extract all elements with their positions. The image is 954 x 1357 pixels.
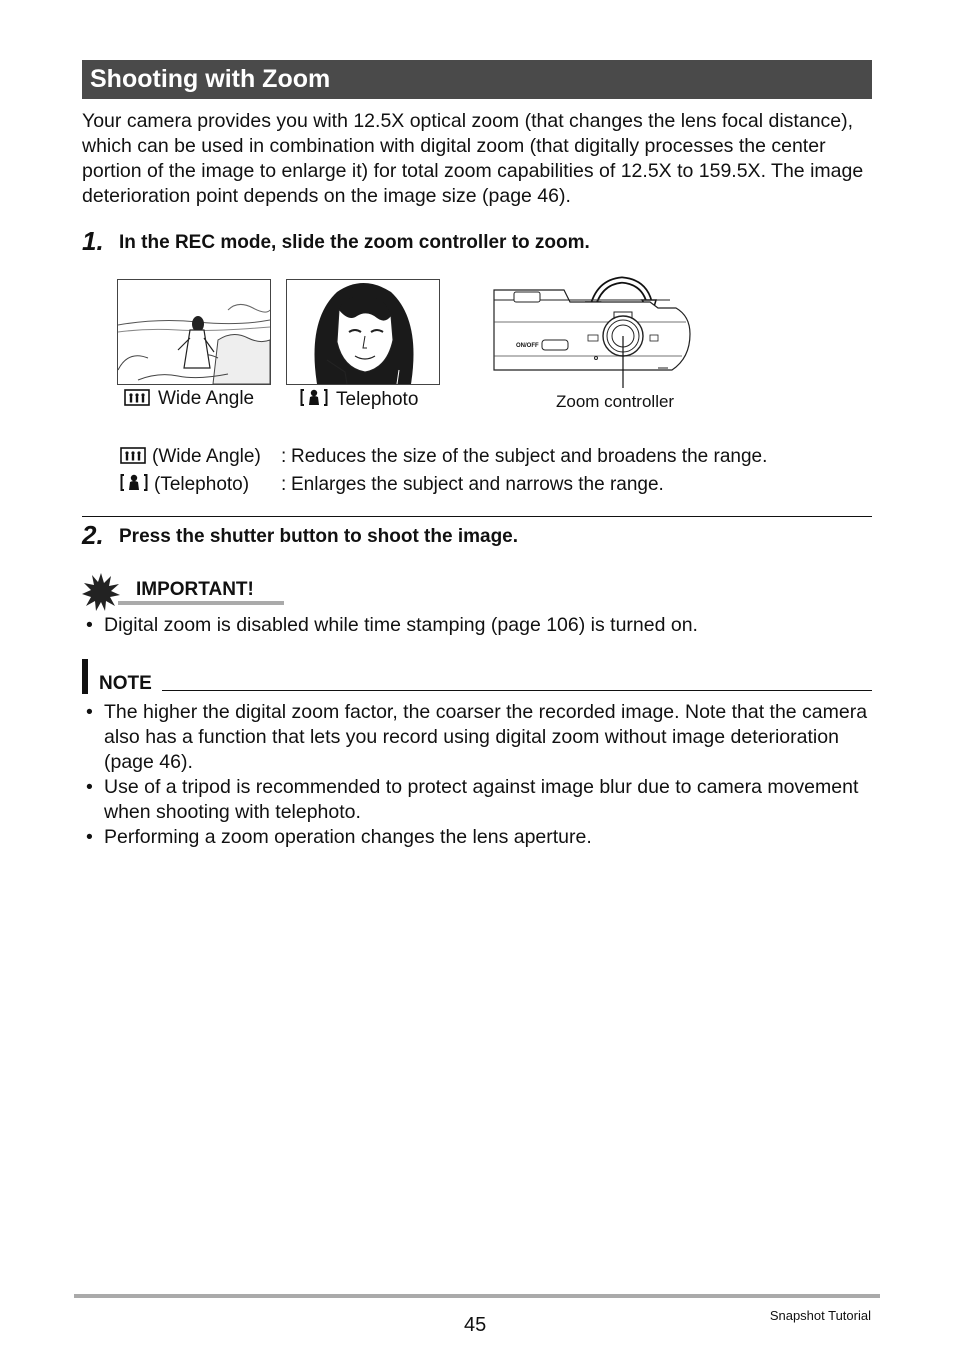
definition-wide-angle	[120, 443, 261, 473]
note-marker	[82, 659, 88, 694]
footer-section-name: Snapshot Tutorial	[769, 1308, 871, 1323]
list-item: • Performing a zoom operation changes the lens aperture.	[86, 826, 592, 848]
definition-description: Enlarges the subject and narrows the range.	[291, 474, 664, 495]
definition-term: (Wide Angle)	[152, 446, 261, 467]
note-list	[82, 700, 872, 850]
camera-onoff-label: ON/OFF	[516, 343, 539, 349]
intro-paragraph: Your camera provides you with 12.5X optical zoom (that changes the lens focal distance), which can be used in combination with digital zoom (that digitally processes the center portion of the image to enlarge it) for total zoom capabilities of 12.5X to 159.5X. The image deterioration point depends on the image size (page 46).	[82, 110, 864, 207]
wide-angle-icon	[124, 389, 150, 412]
definition-term: (Telephoto)	[154, 474, 250, 495]
telephoto-caption	[300, 388, 418, 413]
step-2-text: Press the shutter button to shoot the image.	[119, 526, 519, 547]
wide-angle-caption	[124, 388, 254, 412]
definition-separator: :	[281, 474, 287, 495]
note-rule	[162, 690, 872, 691]
telephoto-icon	[300, 388, 328, 413]
camera-top-view	[490, 272, 696, 390]
definition-telephoto	[120, 471, 249, 501]
step-1-text: In the REC mode, slide the zoom controller to zoom.	[119, 232, 590, 253]
step-divider	[82, 516, 872, 517]
camera-illustration	[490, 272, 696, 390]
telephoto-caption-label: Telephoto	[336, 389, 419, 410]
wide-angle-caption-label: Wide Angle	[158, 388, 255, 409]
definition-description: Reduces the size of the subject and broadens the range.	[291, 446, 768, 467]
telephoto-portrait-illustration	[287, 280, 439, 384]
starburst-icon	[82, 573, 120, 611]
important-list	[82, 613, 872, 638]
footer-rule	[74, 1294, 880, 1298]
definition-separator: :	[281, 446, 287, 467]
list-item: • Digital zoom is disabled while time stamping (page 106) is turned on.	[86, 614, 698, 636]
zoom-controller-caption: Zoom controller	[556, 392, 675, 411]
step-2-number: 2.	[82, 520, 104, 550]
telephoto-icon	[120, 473, 148, 501]
important-label: IMPORTANT!	[136, 579, 254, 600]
step-1-number: 1.	[82, 226, 104, 256]
important-underline	[118, 601, 284, 605]
wide-angle-scene-illustration	[118, 280, 270, 384]
note-label: NOTE	[99, 673, 152, 694]
list-item: • Use of a tripod is recommended to protect against image blur due to camera movement when shooting with telephoto.	[86, 776, 859, 823]
wide-angle-photo	[117, 279, 271, 385]
section-title: Shooting with Zoom	[82, 60, 872, 99]
telephoto-photo	[286, 279, 440, 385]
wide-angle-icon	[120, 445, 146, 473]
list-item: • The higher the digital zoom factor, the coarser the recorded image. Note that the camera also has a function that lets you record using digital zoom without image deterioration (page 46).	[86, 701, 868, 773]
page-number: 45	[464, 1314, 487, 1336]
